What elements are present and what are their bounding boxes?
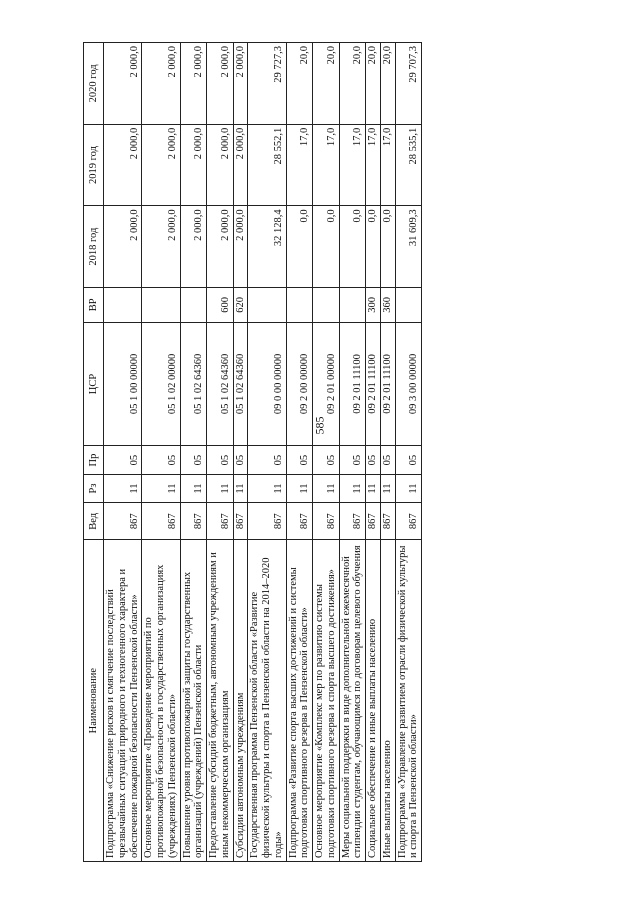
cell-csr: 09 2 01 11100 — [380, 322, 395, 446]
cell-2018: 0,0 — [313, 206, 340, 288]
cell-rz: 11 — [313, 474, 340, 502]
cell-ved: 867 — [233, 503, 248, 540]
cell-ved: 867 — [313, 503, 340, 540]
cell-csr: 05 1 02 64360 — [207, 322, 234, 446]
cell-rz: 11 — [395, 474, 422, 502]
cell-name: Предоставление субсидий бюджетным, автономным учреждениям и иным некоммерческим организациям — [207, 540, 234, 862]
cell-name: Социальное обеспечение и иные выплаты населению — [366, 540, 381, 862]
cell-name: Подпрограмма «Развитие спорта высших достижений и системы подготовки спортивного резерва в Пензенской области» — [286, 540, 313, 862]
cell-2018: 31 609,3 — [395, 206, 422, 288]
cell-name: Государственная программа Пензенской области «Развитие физической культуры и спорта в Пензенской области на 2014–2020 годы» — [248, 540, 286, 862]
header-name: Наименование — [84, 540, 104, 862]
cell-2018: 0,0 — [339, 206, 366, 288]
cell-2018: 2 000,0 — [233, 206, 248, 288]
cell-name: Основное мероприятие «Проведение мероприятий по противопожарной безопасности в государственных организациях (учреждениях) Пензенской области» — [142, 540, 180, 862]
cell-pr: 05 — [207, 446, 234, 474]
cell-pr: 05 — [142, 446, 180, 474]
cell-2020: 29 727,3 — [248, 43, 286, 125]
cell-2020: 20,0 — [286, 43, 313, 125]
cell-name: Субсидии автономным учреждениям — [233, 540, 248, 862]
cell-vr: 620 — [233, 288, 248, 323]
table-row — [207, 43, 234, 862]
cell-2020: 29 707,3 — [395, 43, 422, 125]
table-row — [248, 43, 286, 862]
cell-2020: 20,0 — [366, 43, 381, 125]
table-row — [180, 43, 207, 862]
cell-csr: 09 2 01 11100 — [339, 322, 366, 446]
cell-pr: 05 — [180, 446, 207, 474]
cell-csr: 09 0 00 00000 — [248, 322, 286, 446]
cell-name: Основное мероприятие «Комплекс мер по развитию системы подготовки спортивного резерва и спорта высшего достижения» — [313, 540, 340, 862]
cell-pr: 05 — [339, 446, 366, 474]
cell-2019: 17,0 — [366, 124, 381, 206]
cell-2019: 2 000,0 — [207, 124, 234, 206]
cell-2018: 2 000,0 — [142, 206, 180, 288]
cell-vr — [339, 288, 366, 323]
cell-2019: 17,0 — [286, 124, 313, 206]
cell-csr: 09 2 01 11100 — [366, 322, 381, 446]
cell-2018: 2 000,0 — [104, 206, 142, 288]
cell-rz: 11 — [248, 474, 286, 502]
cell-2019: 2 000,0 — [180, 124, 207, 206]
table-row — [380, 43, 395, 862]
cell-ved: 867 — [339, 503, 366, 540]
cell-vr — [286, 288, 313, 323]
cell-pr: 05 — [313, 446, 340, 474]
cell-rz: 11 — [104, 474, 142, 502]
cell-rz: 11 — [233, 474, 248, 502]
cell-ved: 867 — [248, 503, 286, 540]
cell-rz: 11 — [286, 474, 313, 502]
cell-rz: 11 — [142, 474, 180, 502]
header-vr: ВР — [84, 288, 104, 323]
cell-name: Подпрограмма «Снижение рисков и смягчение последствий чрезвычайных ситуаций природного и техногенного характера и обеспечение пожарной безопасности Пензенской области» — [104, 540, 142, 862]
cell-csr: 05 1 02 64360 — [233, 322, 248, 446]
header-2019: 2019 год — [84, 124, 104, 206]
cell-pr: 05 — [380, 446, 395, 474]
cell-ved: 867 — [380, 503, 395, 540]
header-pr: Пр — [84, 446, 104, 474]
cell-ved: 867 — [180, 503, 207, 540]
cell-ved: 867 — [366, 503, 381, 540]
cell-ved: 867 — [142, 503, 180, 540]
header-rz: Рз — [84, 474, 104, 502]
cell-csr: 09 3 00 00000 — [395, 322, 422, 446]
table-row — [395, 43, 422, 862]
table-row — [313, 43, 340, 862]
header-csr: ЦСР — [84, 322, 104, 446]
cell-ved: 867 — [104, 503, 142, 540]
cell-rz: 11 — [207, 474, 234, 502]
cell-name: Меры социальной поддержки в виде дополнительной ежемесячной стипендии студентам, обучающимся по договорам целевого обучения — [339, 540, 366, 862]
cell-ved: 867 — [207, 503, 234, 540]
budget-table — [83, 42, 422, 862]
cell-2019: 28 535,1 — [395, 124, 422, 206]
cell-2020: 2 000,0 — [142, 43, 180, 125]
cell-2018: 0,0 — [380, 206, 395, 288]
cell-2020: 20,0 — [380, 43, 395, 125]
cell-pr: 05 — [286, 446, 313, 474]
cell-2020: 20,0 — [313, 43, 340, 125]
table-row — [286, 43, 313, 862]
cell-2018: 2 000,0 — [207, 206, 234, 288]
cell-name: Иные выплаты населению — [380, 540, 395, 862]
cell-pr: 05 — [233, 446, 248, 474]
cell-vr: 360 — [380, 288, 395, 323]
rotated-table-container — [83, 42, 563, 862]
cell-vr — [104, 288, 142, 323]
cell-vr — [313, 288, 340, 323]
table-row — [233, 43, 248, 862]
table-row — [142, 43, 180, 862]
cell-2018: 0,0 — [286, 206, 313, 288]
cell-vr — [248, 288, 286, 323]
table-row — [366, 43, 381, 862]
cell-rz: 11 — [339, 474, 366, 502]
table-row — [339, 43, 366, 862]
cell-ved: 867 — [286, 503, 313, 540]
header-2018: 2018 год — [84, 206, 104, 288]
table-row — [104, 43, 142, 862]
cell-vr — [142, 288, 180, 323]
cell-2019: 17,0 — [339, 124, 366, 206]
cell-pr: 05 — [366, 446, 381, 474]
cell-2019: 2 000,0 — [104, 124, 142, 206]
cell-2020: 2 000,0 — [233, 43, 248, 125]
cell-vr: 600 — [207, 288, 234, 323]
cell-2020: 20,0 — [339, 43, 366, 125]
cell-csr: 09 2 00 00000 — [286, 322, 313, 446]
cell-vr — [395, 288, 422, 323]
cell-ved: 867 — [395, 503, 422, 540]
cell-vr: 300 — [366, 288, 381, 323]
cell-2019: 2 000,0 — [233, 124, 248, 206]
cell-pr: 05 — [104, 446, 142, 474]
table-header-row — [84, 43, 104, 862]
cell-2018: 32 128,4 — [248, 206, 286, 288]
cell-2019: 17,0 — [313, 124, 340, 206]
cell-rz: 11 — [180, 474, 207, 502]
cell-vr — [180, 288, 207, 323]
header-ved: Вед — [84, 503, 104, 540]
cell-2020: 2 000,0 — [104, 43, 142, 125]
cell-csr: 05 1 02 64360 — [180, 322, 207, 446]
cell-rz: 11 — [380, 474, 395, 502]
cell-csr: 09 2 01 00000 — [313, 322, 340, 446]
cell-csr: 05 1 00 00000 — [104, 322, 142, 446]
cell-csr: 05 1 02 00000 — [142, 322, 180, 446]
cell-2019: 2 000,0 — [142, 124, 180, 206]
cell-name: Повышение уровня противопожарной защиты государственных организаций (учреждений) Пензенской области — [180, 540, 207, 862]
cell-rz: 11 — [366, 474, 381, 502]
cell-name: Подпрограмма «Управление развитием отрасли физической культуры и спорта в Пензенской области» — [395, 540, 422, 862]
header-2020: 2020 год — [84, 43, 104, 125]
cell-2020: 2 000,0 — [207, 43, 234, 125]
cell-2019: 28 552,1 — [248, 124, 286, 206]
cell-2020: 2 000,0 — [180, 43, 207, 125]
cell-pr: 05 — [395, 446, 422, 474]
cell-2018: 2 000,0 — [180, 206, 207, 288]
cell-2019: 17,0 — [380, 124, 395, 206]
cell-2018: 0,0 — [366, 206, 381, 288]
cell-pr: 05 — [248, 446, 286, 474]
page-number: 585 — [312, 416, 327, 435]
